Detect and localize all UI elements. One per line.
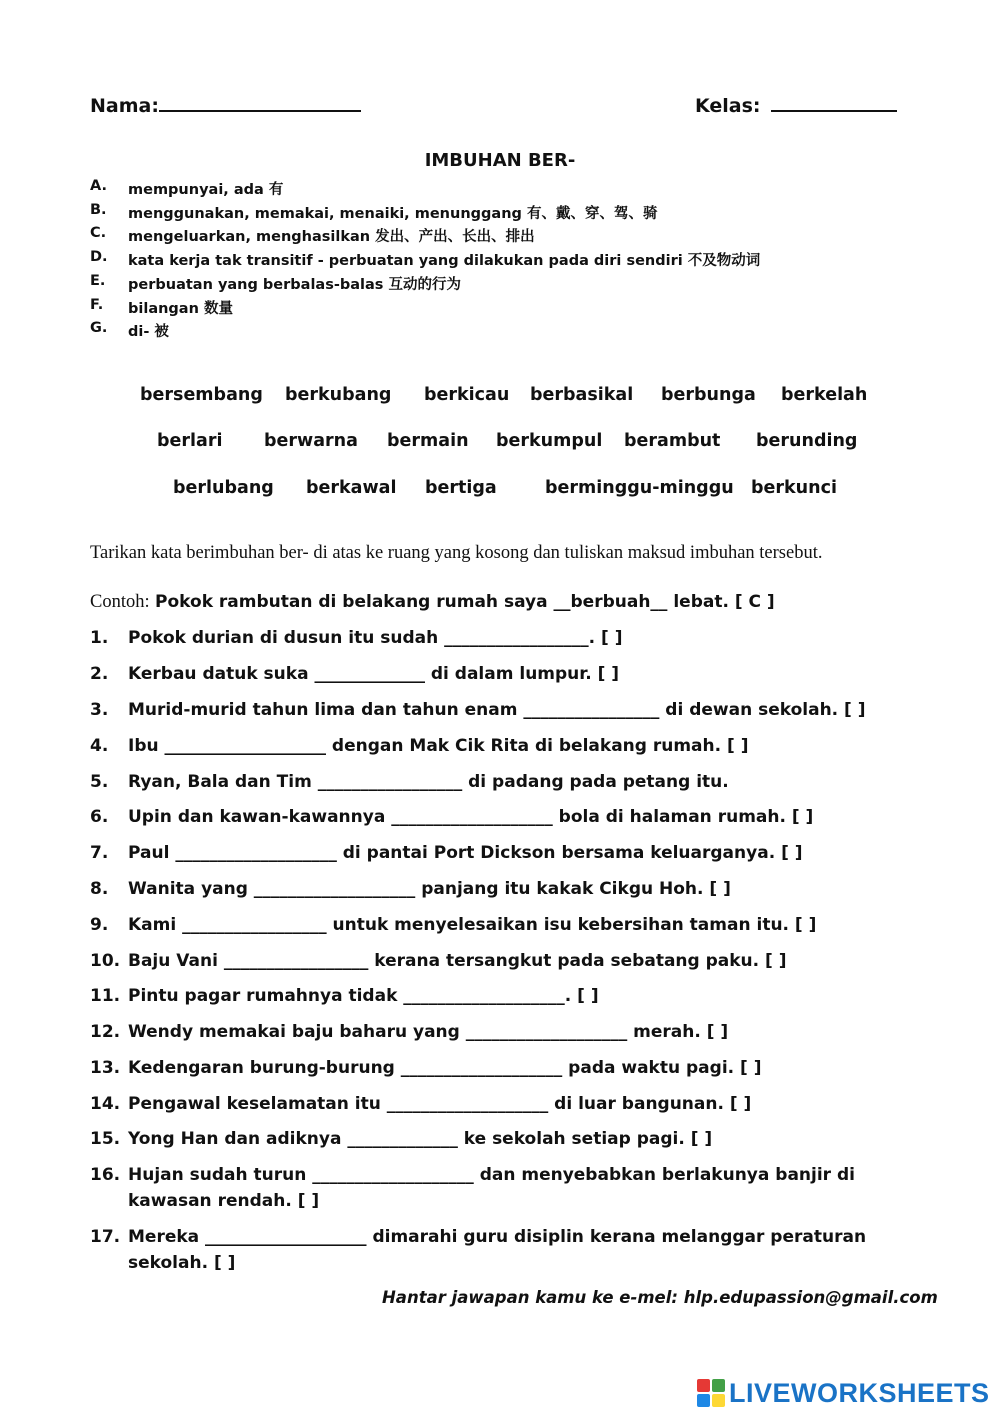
question-item xyxy=(90,1094,970,1118)
word-bank-item: berkicau xyxy=(424,385,510,405)
meaning-text: menggunakan, memakai, menaiki, menunggang 有、戴、穿、驾、骑 xyxy=(128,205,658,222)
meaning-letter: A. xyxy=(90,178,107,194)
word-bank-item: berunding xyxy=(756,431,858,451)
question-item xyxy=(90,1022,970,1046)
word-bank-item: berkubang xyxy=(285,385,392,405)
question-item xyxy=(90,736,970,760)
logo-icon xyxy=(697,1379,725,1407)
meaning-text: kata kerja tak transitif - perbuatan yang dilakukan pada diri sendiri 不及物动词 xyxy=(128,253,761,270)
question-item xyxy=(90,628,970,652)
word-bank-item: berwarna xyxy=(264,431,358,451)
question-number: 11. xyxy=(90,986,121,1006)
example-label: Contoh: xyxy=(90,592,150,612)
word-bank-item: bersembang xyxy=(140,385,263,405)
question-number: 1. xyxy=(90,628,109,648)
question-number: 8. xyxy=(90,879,109,899)
word-bank-item: berlubang xyxy=(173,478,274,498)
meaning-text: di- 被 xyxy=(128,324,169,341)
logo-square-red xyxy=(697,1379,710,1392)
word-bank-item: bermain xyxy=(387,431,469,451)
class-field xyxy=(695,95,897,117)
class-label: Kelas: xyxy=(695,95,761,117)
question-text: Murid-murid tahun lima dan tahun enam ________________ di dewan sekolah. [ ] xyxy=(128,700,866,720)
name-blank xyxy=(159,108,361,112)
page-title: IMBUHAN BER- xyxy=(424,150,576,171)
meaning-letter: E. xyxy=(90,272,106,289)
word-bank-item: berkunci xyxy=(751,478,837,498)
word-bank-item: berambut xyxy=(624,431,721,451)
question-item xyxy=(90,807,970,831)
question-item xyxy=(90,700,970,724)
question-number: 3. xyxy=(90,700,109,720)
question-number: 5. xyxy=(90,772,109,792)
question-item xyxy=(90,1227,970,1279)
meaning-item xyxy=(90,297,940,317)
meaning-letter: C. xyxy=(90,225,107,242)
question-text: Wendy memakai baju baharu yang ___________________ merah. [ ] xyxy=(128,1022,729,1042)
meaning-item xyxy=(90,225,940,245)
question-number: 14. xyxy=(90,1094,121,1114)
question-text: Pokok durian di dusun itu sudah _________________. [ ] xyxy=(128,628,623,648)
question-text: Kami _________________ untuk menyelesaikan isu kebersihan taman itu. [ ] xyxy=(128,915,817,935)
example-sentence xyxy=(90,592,775,613)
footer-email-text: Hantar jawapan kamu ke e-mel: hlp.edupassion@gmail.com xyxy=(382,1288,938,1307)
meaning-text: bilangan 数量 xyxy=(128,300,233,317)
question-text: Kedengaran burung-burung ___________________ pada waktu pagi. [ ] xyxy=(128,1058,762,1078)
logo-square-yellow xyxy=(712,1394,725,1407)
word-bank-item: berlari xyxy=(157,431,223,451)
question-item xyxy=(90,1058,970,1082)
question-number: 4. xyxy=(90,736,109,756)
meaning-item xyxy=(90,178,940,198)
example-text: Pokok rambutan di belakang rumah saya __berbuah__ lebat. [ C ] xyxy=(155,592,775,612)
question-text: Yong Han dan adiknya _____________ ke sekolah setiap pagi. [ ] xyxy=(128,1129,713,1149)
meaning-letter: F. xyxy=(90,296,104,313)
meaning-letter: B. xyxy=(90,201,107,218)
question-text-continued: sekolah. [ ] xyxy=(128,1253,236,1273)
meaning-item xyxy=(90,273,940,293)
question-number: 13. xyxy=(90,1058,121,1078)
question-text: Mereka ___________________ dimarahi guru disiplin kerana melanggar peraturan xyxy=(128,1227,867,1247)
question-number: 12. xyxy=(90,1022,121,1042)
instruction-text: Tarikan kata berimbuhan ber- di atas ke ruang yang kosong dan tuliskan maksud imbuhan tersebut. xyxy=(90,543,823,563)
question-text: Upin dan kawan-kawannya ___________________ bola di halaman rumah. [ ] xyxy=(128,807,814,827)
question-text: Baju Vani _________________ kerana tersangkut pada sebatang paku. [ ] xyxy=(128,951,787,971)
question-item xyxy=(90,879,970,903)
question-item xyxy=(90,951,970,975)
question-text: Pintu pagar rumahnya tidak ___________________. [ ] xyxy=(128,986,599,1006)
question-text: Ibu ___________________ dengan Mak Cik Rita di belakang rumah. [ ] xyxy=(128,736,749,756)
meaning-letter: G. xyxy=(90,320,108,337)
question-text: Kerbau datuk suka _____________ di dalam lumpur. [ ] xyxy=(128,664,620,684)
word-bank-item: berbunga xyxy=(661,385,756,405)
meaning-letter: D. xyxy=(90,249,108,266)
meaning-text: mengeluarkan, menghasilkan 发出、产出、长出、排出 xyxy=(128,229,535,246)
meaning-item xyxy=(90,202,940,222)
logo-square-green xyxy=(712,1379,725,1392)
question-text: Wanita yang ___________________ panjang itu kakak Cikgu Hoh. [ ] xyxy=(128,879,731,899)
word-bank-item: berminggu-minggu xyxy=(545,478,734,498)
word-bank-item: berkawal xyxy=(306,478,397,498)
question-number: 17. xyxy=(90,1227,121,1247)
question-text: Paul ___________________ di pantai Port Dickson bersama keluarganya. [ ] xyxy=(128,843,803,863)
question-item xyxy=(90,1129,970,1153)
question-text: Pengawal keselamatan itu ___________________ di luar bangunan. [ ] xyxy=(128,1094,752,1114)
question-item xyxy=(90,772,970,796)
meaning-item xyxy=(90,320,940,340)
word-bank-item: berkelah xyxy=(781,385,868,405)
word-bank-item: berbasikal xyxy=(530,385,634,405)
question-item xyxy=(90,915,970,939)
question-item xyxy=(90,664,970,688)
question-text: Hujan sudah turun ___________________ dan menyebabkan berlakunya banjir di xyxy=(128,1165,855,1185)
logo-text: LIVEWORKSHEETS xyxy=(729,1377,990,1408)
question-number: 16. xyxy=(90,1165,121,1185)
question-number: 6. xyxy=(90,807,109,827)
question-number: 10. xyxy=(90,951,121,971)
question-number: 15. xyxy=(90,1129,121,1149)
liveworksheets-logo xyxy=(697,1378,990,1408)
meaning-text: mempunyai, ada 有 xyxy=(128,182,284,198)
question-item xyxy=(90,1165,970,1217)
question-number: 7. xyxy=(90,843,109,863)
question-text-continued: kawasan rendah. [ ] xyxy=(128,1191,320,1211)
question-number: 2. xyxy=(90,664,109,684)
question-number: 9. xyxy=(90,915,109,935)
word-bank-item: bertiga xyxy=(425,478,497,498)
meaning-item xyxy=(90,249,940,269)
question-item xyxy=(90,843,970,867)
class-blank xyxy=(771,108,897,112)
logo-square-blue xyxy=(697,1394,710,1407)
name-field xyxy=(90,95,361,117)
question-text: Ryan, Bala dan Tim _________________ di padang pada petang itu. xyxy=(128,772,729,792)
question-item xyxy=(90,986,970,1010)
word-bank-item: berkumpul xyxy=(496,431,603,451)
meaning-text: perbuatan yang berbalas-balas 互动的行为 xyxy=(128,276,461,293)
name-label: Nama: xyxy=(90,95,159,117)
